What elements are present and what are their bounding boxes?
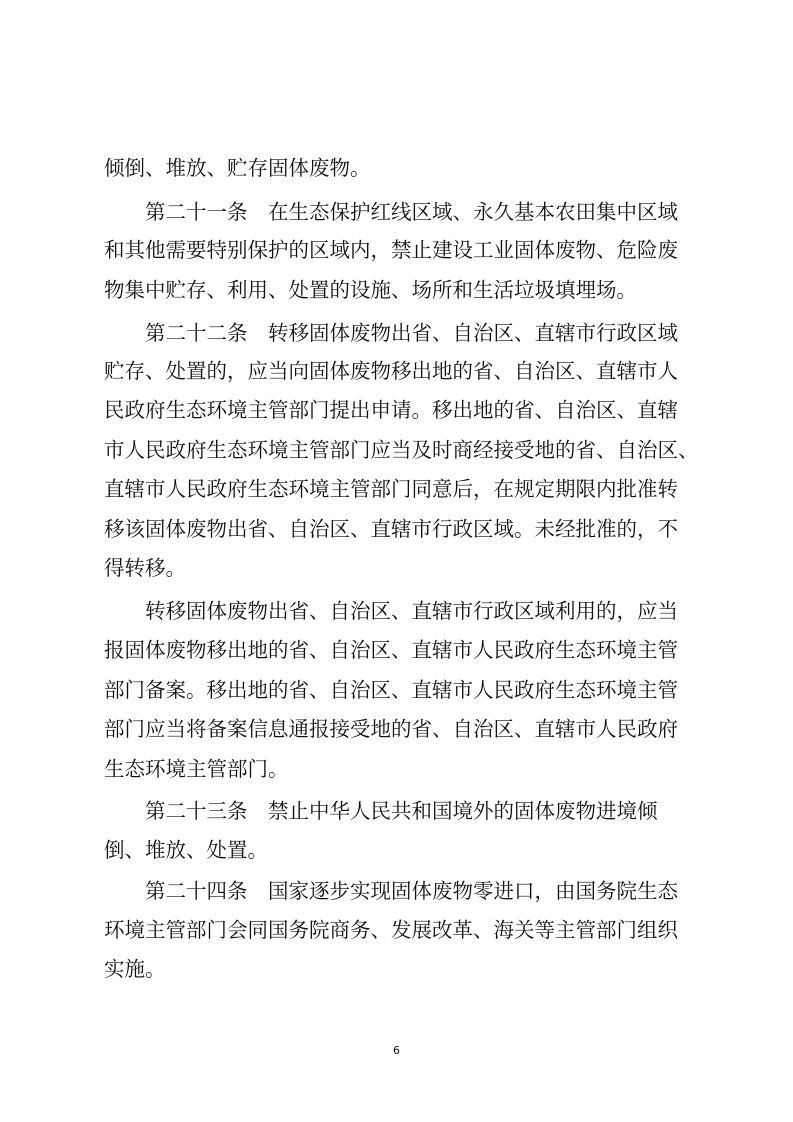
paragraph-line: 移该固体废物出省、自治区、直辖市行政区域。未经批准的，不 <box>104 517 678 541</box>
paragraph-line: 报固体废物移出地的省、自治区、直辖市人民政府生态环境主管 <box>104 638 678 662</box>
paragraph-line: 物集中贮存、利用、处置的设施、场所和生活垃圾填埋场。 <box>104 278 637 302</box>
page-number: 6 <box>393 1044 400 1057</box>
paragraph-line: 转移固体废物出省、自治区、直辖市行政区域利用的，应当 <box>145 599 678 623</box>
paragraph-line: 直辖市人民政府生态环境主管部门同意后，在规定期限内批准转 <box>104 477 678 501</box>
paragraph-line: 得转移。 <box>104 556 186 580</box>
paragraph-line: 部门应当将备案信息通报接受地的省、自治区、直辖市人民政府 <box>104 717 678 741</box>
paragraph-line: 实施。 <box>104 957 166 981</box>
paragraph-line: 和其他需要特别保护的区域内，禁止建设工业固体废物、危险废 <box>104 238 678 262</box>
paragraph-line: 环境主管部门会同国务院商务、发展改革、海关等主管部门组织 <box>104 918 678 942</box>
paragraph-line: 贮存、处置的，应当向固体废物移出地的省、自治区、直辖市人 <box>104 359 678 383</box>
paragraph-line: 第二十一条 在生态保护红线区域、永久基本农田集中区域 <box>145 200 678 224</box>
paragraph-line: 第二十三条 禁止中华人民共和国境外的固体废物进境倾 <box>145 799 658 823</box>
paragraph-line: 第二十四条 国家逐步实现固体废物零进口，由国务院生态 <box>145 879 678 903</box>
paragraph-line: 倾倒、堆放、贮存固体废物。 <box>104 156 371 180</box>
paragraph-line: 部门备案。移出地的省、自治区、直辖市人民政府生态环境主管 <box>104 678 678 702</box>
paragraph-line: 市人民政府生态环境主管部门应当及时商经接受地的省、自治区、 <box>104 438 699 462</box>
paragraph-line: 民政府生态环境主管部门提出申请。移出地的省、自治区、直辖 <box>104 398 678 422</box>
paragraph-line: 倒、堆放、处置。 <box>104 838 268 862</box>
paragraph-line: 第二十二条 转移固体废物出省、自治区、直辖市行政区域 <box>145 321 678 345</box>
paragraph-line: 生态环境主管部门。 <box>104 757 289 781</box>
